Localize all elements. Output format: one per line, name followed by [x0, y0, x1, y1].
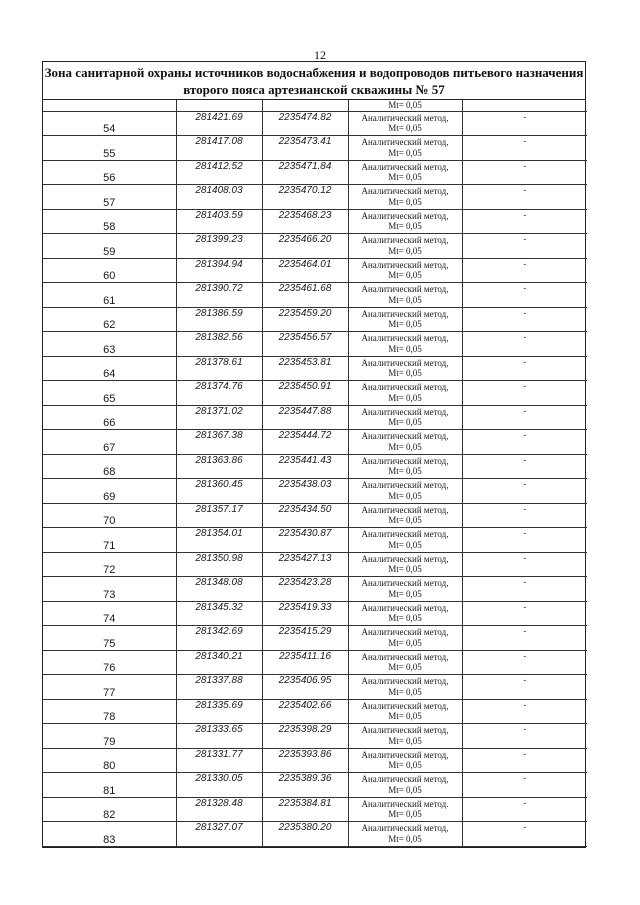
table-row [43, 773, 587, 798]
point-number: 71 [43, 528, 176, 553]
note-cell: - [462, 356, 587, 381]
note-cell: - [462, 381, 587, 406]
point-number: 62 [43, 307, 176, 332]
method-text: Аналитический метод, [361, 480, 449, 491]
y-coordinate: 2235468.23 [262, 209, 348, 234]
y-coordinate: 2235380.20 [262, 822, 348, 847]
point-number: 72 [43, 552, 176, 577]
table-row [43, 748, 587, 773]
method-cell [348, 552, 462, 577]
note-cell: - [462, 577, 587, 602]
y-coordinate: 2235389.36 [262, 773, 348, 798]
x-coordinate: 281348.08 [176, 577, 262, 602]
y-coordinate: 2235471.84 [262, 160, 348, 185]
accuracy-text: Mt= 0,05 [388, 784, 422, 795]
y-coordinate: 2235459.20 [262, 307, 348, 332]
x-coordinate: 281390.72 [176, 283, 262, 308]
y-coordinate: 2235453.81 [262, 356, 348, 381]
accuracy-text: Mt= 0,05 [388, 147, 422, 158]
note-cell: - [462, 209, 587, 234]
note-cell: - [462, 283, 587, 308]
method-cell [348, 528, 462, 553]
table-row [43, 577, 587, 602]
accuracy-text: Mt= 0,05 [388, 466, 422, 477]
note-cell: - [462, 136, 587, 161]
y-coordinate: 2235447.88 [262, 405, 348, 430]
note-cell: - [462, 626, 587, 651]
table-row [43, 822, 587, 847]
continuation-num-cell [43, 100, 176, 111]
accuracy-text: Mt= 0,05 [388, 686, 422, 697]
x-coordinate: 281328.48 [176, 797, 262, 822]
method-text: Аналитический метод, [361, 455, 449, 466]
point-number: 73 [43, 577, 176, 602]
method-cell [348, 650, 462, 675]
title-line-2: второго пояса артезианской скважины № 57 [183, 82, 445, 97]
method-cell [348, 209, 462, 234]
note-cell: - [462, 650, 587, 675]
method-text: Аналитический метод, [361, 406, 449, 417]
note-cell: - [462, 601, 587, 626]
table-row [43, 601, 587, 626]
x-coordinate: 281363.86 [176, 454, 262, 479]
point-number: 68 [43, 454, 176, 479]
method-text: Аналитический метод, [361, 700, 449, 711]
x-coordinate: 281386.59 [176, 307, 262, 332]
note-cell: - [462, 748, 587, 773]
method-cell [348, 454, 462, 479]
table-row [43, 381, 587, 406]
x-coordinate: 281354.01 [176, 528, 262, 553]
table-row [43, 724, 587, 749]
method-cell [348, 381, 462, 406]
note-cell: - [462, 332, 587, 357]
x-coordinate: 281342.69 [176, 626, 262, 651]
point-number: 78 [43, 699, 176, 724]
coordinates-sheet [42, 61, 586, 848]
x-coordinate: 281382.56 [176, 332, 262, 357]
table-row [43, 234, 587, 259]
table-row [43, 111, 587, 136]
method-cell [348, 724, 462, 749]
table-row [43, 405, 587, 430]
y-coordinate: 2235393.86 [262, 748, 348, 773]
point-number: 59 [43, 234, 176, 259]
method-text: Аналитический метод, [361, 529, 449, 540]
table-row [43, 552, 587, 577]
point-number: 67 [43, 430, 176, 455]
method-text: Аналитический метод, [361, 431, 449, 442]
point-number: 69 [43, 479, 176, 504]
table-row [43, 283, 587, 308]
x-coordinate: 281333.65 [176, 724, 262, 749]
table-row [43, 797, 587, 822]
point-number: 80 [43, 748, 176, 773]
table-row [43, 626, 587, 651]
accuracy-text: Mt= 0,05 [388, 809, 422, 820]
y-coordinate: 2235473.41 [262, 136, 348, 161]
accuracy-text: Mt= 0,05 [388, 662, 422, 673]
x-coordinate: 281330.05 [176, 773, 262, 798]
point-number: 65 [43, 381, 176, 406]
method-cell [348, 111, 462, 136]
table-title [43, 62, 585, 100]
x-coordinate: 281403.59 [176, 209, 262, 234]
table-row [43, 650, 587, 675]
y-coordinate: 2235398.29 [262, 724, 348, 749]
y-coordinate: 2235466.20 [262, 234, 348, 259]
point-number: 64 [43, 356, 176, 381]
table-row [43, 185, 587, 210]
x-coordinate: 281360.45 [176, 479, 262, 504]
note-cell: - [462, 503, 587, 528]
method-cell [348, 479, 462, 504]
note-cell: - [462, 234, 587, 259]
y-coordinate: 2235444.72 [262, 430, 348, 455]
method-text: Аналитический метод, [361, 553, 449, 564]
note-cell: - [462, 160, 587, 185]
method-cell [348, 503, 462, 528]
x-coordinate: 281367.38 [176, 430, 262, 455]
table-row [43, 307, 587, 332]
point-number: 57 [43, 185, 176, 210]
table-row [43, 258, 587, 283]
method-text: Аналитический метод, [361, 357, 449, 368]
method-cell [348, 332, 462, 357]
y-coordinate: 2235470.12 [262, 185, 348, 210]
accuracy-text: Mt= 0,05 [388, 319, 422, 330]
table-row [43, 503, 587, 528]
method-text: Аналитический метод, [361, 676, 449, 687]
method-text: Аналитический метод, [361, 504, 449, 515]
method-cell [348, 430, 462, 455]
accuracy-text: Mt= 0,05 [388, 343, 422, 354]
x-coordinate: 281340.21 [176, 650, 262, 675]
method-text: Аналитический метод. [361, 798, 449, 809]
note-cell: - [462, 797, 587, 822]
note-cell: - [462, 405, 587, 430]
point-number: 74 [43, 601, 176, 626]
x-coordinate: 281327.07 [176, 822, 262, 847]
y-coordinate: 2235441.43 [262, 454, 348, 479]
x-coordinate: 281408.03 [176, 185, 262, 210]
y-coordinate: 2235427.13 [262, 552, 348, 577]
accuracy-text: Mt= 0,05 [388, 294, 422, 305]
method-text: Аналитический метод, [361, 382, 449, 393]
accuracy-text: Mt= 0,05 [388, 368, 422, 379]
table-row [43, 430, 587, 455]
method-text: Аналитический метод, [361, 284, 449, 295]
method-text: Аналитический метод, [361, 578, 449, 589]
x-coordinate: 281331.77 [176, 748, 262, 773]
method-text: Аналитический метод, [361, 235, 449, 246]
method-text: Аналитический метод, [361, 308, 449, 319]
method-text: Аналитический метод, [361, 259, 449, 270]
x-coordinate: 281421.69 [176, 111, 262, 136]
method-cell [348, 773, 462, 798]
method-text: Аналитический метод, [361, 749, 449, 760]
point-number: 81 [43, 773, 176, 798]
coordinates-table-body [43, 100, 587, 846]
accuracy-text: Mt= 0,05 [388, 172, 422, 183]
y-coordinate: 2235474.82 [262, 111, 348, 136]
point-number: 83 [43, 822, 176, 847]
method-text: Аналитический метод, [361, 651, 449, 662]
accuracy-text: Mt= 0,05 [388, 613, 422, 624]
method-cell [348, 822, 462, 847]
coordinates-table [43, 100, 587, 847]
method-text: Аналитический метод, [361, 333, 449, 344]
accuracy-text: Mt= 0,05 [388, 833, 422, 844]
y-coordinate: 2235438.03 [262, 479, 348, 504]
note-cell: - [462, 724, 587, 749]
accuracy-text: Mt= 0,05 [388, 245, 422, 256]
method-text: Аналитический метод, [361, 823, 449, 834]
table-row [43, 136, 587, 161]
note-cell: - [462, 699, 587, 724]
method-cell [348, 405, 462, 430]
x-coordinate: 281378.61 [176, 356, 262, 381]
method-text: Аналитический метод, [361, 627, 449, 638]
method-text: Аналитический метод, [361, 161, 449, 172]
accuracy-text: Mt= 0,05 [388, 711, 422, 722]
x-coordinate: 281371.02 [176, 405, 262, 430]
method-cell [348, 283, 462, 308]
note-cell: - [462, 430, 587, 455]
accuracy-text: Mt= 0,05 [388, 490, 422, 501]
x-coordinate: 281335.69 [176, 699, 262, 724]
method-cell [348, 136, 462, 161]
table-row [43, 479, 587, 504]
y-coordinate: 2235430.87 [262, 528, 348, 553]
point-number: 66 [43, 405, 176, 430]
accuracy-text: Mt= 0,05 [388, 417, 422, 428]
note-cell: - [462, 454, 587, 479]
note-cell: - [462, 773, 587, 798]
note-cell: - [462, 307, 587, 332]
point-number: 60 [43, 258, 176, 283]
method-text: Аналитический метод, [361, 186, 449, 197]
accuracy-text: Mt= 0,05 [388, 760, 422, 771]
method-cell [348, 797, 462, 822]
accuracy-text: Mt= 0,05 [388, 735, 422, 746]
y-coordinate: 2235402.66 [262, 699, 348, 724]
accuracy-text: Mt= 0,05 [388, 539, 422, 550]
method-cell [348, 577, 462, 602]
x-coordinate: 281337.88 [176, 675, 262, 700]
accuracy-text: Mt= 0,05 [388, 564, 422, 575]
method-cell [348, 160, 462, 185]
x-coordinate: 281357.17 [176, 503, 262, 528]
accuracy-text: Mt= 0,05 [388, 221, 422, 232]
continuation-y-cell [262, 100, 348, 111]
point-number: 56 [43, 160, 176, 185]
x-coordinate: 281417.08 [176, 136, 262, 161]
note-cell: - [462, 185, 587, 210]
method-cell [348, 185, 462, 210]
y-coordinate: 2235464.01 [262, 258, 348, 283]
x-coordinate: 281412.52 [176, 160, 262, 185]
method-text: Аналитический метод, [361, 137, 449, 148]
y-coordinate: 2235456.57 [262, 332, 348, 357]
point-number: 79 [43, 724, 176, 749]
method-cell [348, 626, 462, 651]
accuracy-text: Mt= 0,05 [388, 196, 422, 207]
point-number: 76 [43, 650, 176, 675]
table-row [43, 675, 587, 700]
point-number: 55 [43, 136, 176, 161]
method-cell [348, 307, 462, 332]
note-cell: - [462, 479, 587, 504]
note-cell: - [462, 675, 587, 700]
method-text: Аналитический метод, [361, 112, 449, 123]
point-number: 75 [43, 626, 176, 651]
y-coordinate: 2235415.29 [262, 626, 348, 651]
point-number: 61 [43, 283, 176, 308]
method-text: Аналитический метод, [361, 774, 449, 785]
accuracy-text: Mt= 0,05 [388, 123, 422, 134]
point-number: 82 [43, 797, 176, 822]
method-text: Аналитический метод, [361, 725, 449, 736]
y-coordinate: 2235406.95 [262, 675, 348, 700]
note-cell: - [462, 822, 587, 847]
y-coordinate: 2235384.81 [262, 797, 348, 822]
title-line-1: Зона санитарной охраны источников водоснабжения и водопроводов питьевого назначения [44, 65, 584, 80]
table-row [43, 332, 587, 357]
accuracy-text: Mt= 0,05 [388, 392, 422, 403]
page-number: 12 [314, 48, 326, 62]
point-number: 58 [43, 209, 176, 234]
table-row [43, 209, 587, 234]
continuation-accuracy-text: Mt= 0,05 [388, 100, 422, 110]
note-cell: - [462, 111, 587, 136]
y-coordinate: 2235461.68 [262, 283, 348, 308]
x-coordinate: 281394.94 [176, 258, 262, 283]
method-cell [348, 601, 462, 626]
continuation-accuracy [348, 100, 462, 111]
note-cell: - [462, 528, 587, 553]
accuracy-text: Mt= 0,05 [388, 441, 422, 452]
y-coordinate: 2235423.28 [262, 577, 348, 602]
continuation-note-cell [462, 100, 587, 111]
x-coordinate: 281350.98 [176, 552, 262, 577]
continuation-x-cell [176, 100, 262, 111]
method-cell [348, 699, 462, 724]
table-row [43, 356, 587, 381]
accuracy-text: Mt= 0,05 [388, 637, 422, 648]
method-cell [348, 258, 462, 283]
method-cell [348, 748, 462, 773]
continuation-row [43, 100, 587, 111]
table-row [43, 699, 587, 724]
accuracy-text: Mt= 0,05 [388, 515, 422, 526]
point-number: 54 [43, 111, 176, 136]
method-text: Аналитический метод, [361, 210, 449, 221]
method-cell [348, 675, 462, 700]
table-row [43, 528, 587, 553]
y-coordinate: 2235411.16 [262, 650, 348, 675]
method-text: Аналитический метод, [361, 602, 449, 613]
accuracy-text: Mt= 0,05 [388, 270, 422, 281]
accuracy-text: Mt= 0,05 [388, 588, 422, 599]
point-number: 63 [43, 332, 176, 357]
table-row [43, 454, 587, 479]
note-cell: - [462, 258, 587, 283]
method-cell [348, 356, 462, 381]
method-cell [348, 234, 462, 259]
x-coordinate: 281374.76 [176, 381, 262, 406]
y-coordinate: 2235419.33 [262, 601, 348, 626]
point-number: 77 [43, 675, 176, 700]
x-coordinate: 281345.32 [176, 601, 262, 626]
table-row [43, 160, 587, 185]
y-coordinate: 2235450.91 [262, 381, 348, 406]
y-coordinate: 2235434.50 [262, 503, 348, 528]
point-number: 70 [43, 503, 176, 528]
x-coordinate: 281399.23 [176, 234, 262, 259]
note-cell: - [462, 552, 587, 577]
